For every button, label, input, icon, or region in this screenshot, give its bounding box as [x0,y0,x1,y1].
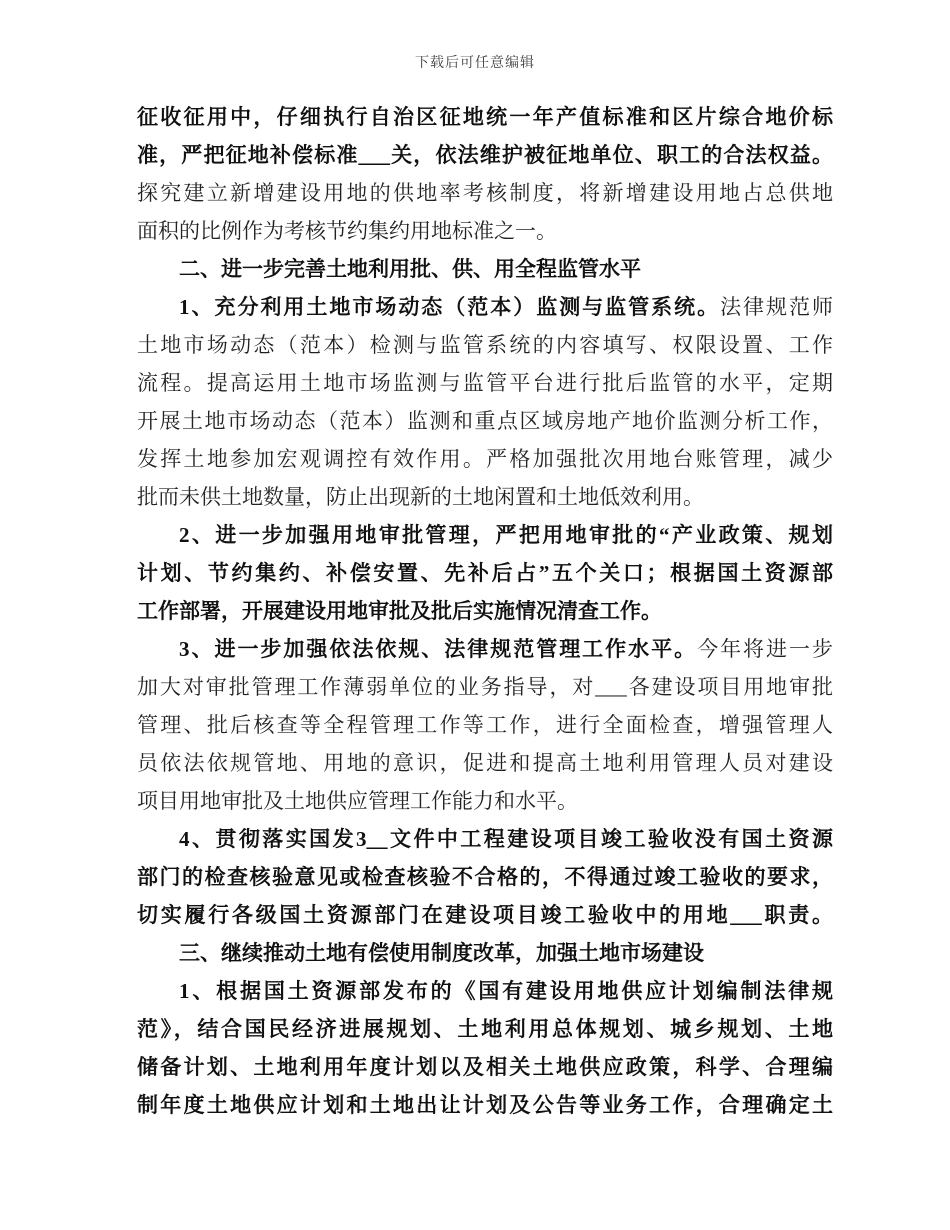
regular-text-run: 探究建立新增建设用地的供地率考核制度，将新增建设用地占总供地 [137,181,833,205]
text-line [137,744,833,782]
regular-text-run: 发挥土地参加宏观调控有效作用。严格加强批次用地台账管理，减少 [137,447,833,471]
text-line [137,136,833,174]
text-line [137,364,833,402]
bold-text-run: 三、继续推动土地有偿使用制度改革，加强土地市场建设 [179,941,704,965]
text-line [137,288,833,326]
regular-text-run: 流程。提高运用土地市场监测与监管平台进行批后监管的水平，定期 [137,371,833,395]
regular-text-run: 面积的比例作为考核节约集约用地标准之一。 [137,219,557,243]
edit-notice: 下载后可任意编辑 [415,56,535,71]
text-line [137,820,833,858]
regular-text-run: 土地市场动态（范本）检测与监管系统的内容填写、权限设置、工作 [137,333,833,357]
text-line [137,326,833,364]
bold-text-run: 1、根据国土资源部发布的《国有建设用地供应计划编制法律规 [179,979,833,1003]
regular-text-run: 员依法依规管地、用地的意识，促进和提高土地利用管理人员对建设 [137,751,833,775]
text-line [137,1010,833,1048]
text-line [137,98,833,136]
bold-text-run: 范》，结合国民经济进展规划、土地利用总体规划、城乡规划、土地 [137,1017,833,1041]
regular-text-run: 开展土地市场动态（范本）监测和重点区域房地产地价监测分析工作， [137,409,833,433]
text-line [137,668,833,706]
text-line [137,858,833,896]
bold-text-run: 计划、节约集约、补偿安置、先补后占”五个关口；根据国土资源部 [137,561,833,585]
text-line [137,934,833,972]
regular-text-run: 今年将进一步 [697,637,833,661]
text-line [137,250,833,288]
text-line [137,972,833,1010]
text-line [137,896,833,934]
text-line [137,554,833,592]
bold-text-run: 部门的检查核验意见或检查核验不合格的，不得通过竣工验收的要求， [137,865,833,889]
text-line [137,174,833,212]
regular-text-run: 项目用地审批及土地供应管理工作能力和水平。 [137,789,578,813]
text-line [137,1086,833,1124]
bold-text-run: 准，严把征地补偿标准___关，依法维护被征地单位、职工的合法权益。 [137,143,833,167]
text-line [137,478,833,516]
text-line [137,592,833,630]
regular-text-run: 批而未供土地数量，防止出现新的土地闲置和土地低效利用。 [137,485,704,509]
text-line [137,782,833,820]
text-line [137,630,833,668]
bold-text-run: 2、进一步加强用地审批管理，严把用地审批的“产业政策、规划 [179,523,833,547]
regular-text-run: 加大对审批管理工作薄弱单位的业务指导，对___各建设项目用地审批 [137,675,833,699]
regular-text-run: 法律规范师 [720,295,833,319]
document-body [137,98,833,1124]
text-line [137,516,833,554]
bold-text-run: 3、进一步加强依法依规、法律规范管理工作水平。 [179,637,698,661]
text-line [137,1048,833,1086]
bold-text-run: 征收征用中，仔细执行自治区征地统一年产值标准和区片综合地价标 [137,105,833,129]
bold-text-run: 储备计划、土地利用年度计划以及相关土地供应政策，科学、合理编 [137,1055,833,1079]
bold-text-run: 切实履行各级国土资源部门在建设项目竣工验收中的用地___职责。 [137,903,833,927]
regular-text-run: 管理、批后核查等全程管理工作等工作，进行全面检查，增强管理人 [137,713,833,737]
text-line [137,402,833,440]
text-line [137,706,833,744]
text-line [137,212,833,250]
bold-text-run: 工作部署，开展建设用地审批及批后实施情况清查工作。 [137,599,662,623]
bold-text-run: 制年度土地供应计划和土地出让计划及公告等业务工作，合理确定土 [137,1093,833,1117]
bold-text-run: 1、充分利用土地市场动态（范本）监测与监管系统。 [179,295,721,319]
bold-text-run: 4、贯彻落实国发3__文件中工程建设项目竣工验收没有国土资源 [179,827,833,851]
text-line [137,440,833,478]
bold-text-run: 二、进一步完善土地利用批、供、用全程监管水平 [179,257,641,281]
